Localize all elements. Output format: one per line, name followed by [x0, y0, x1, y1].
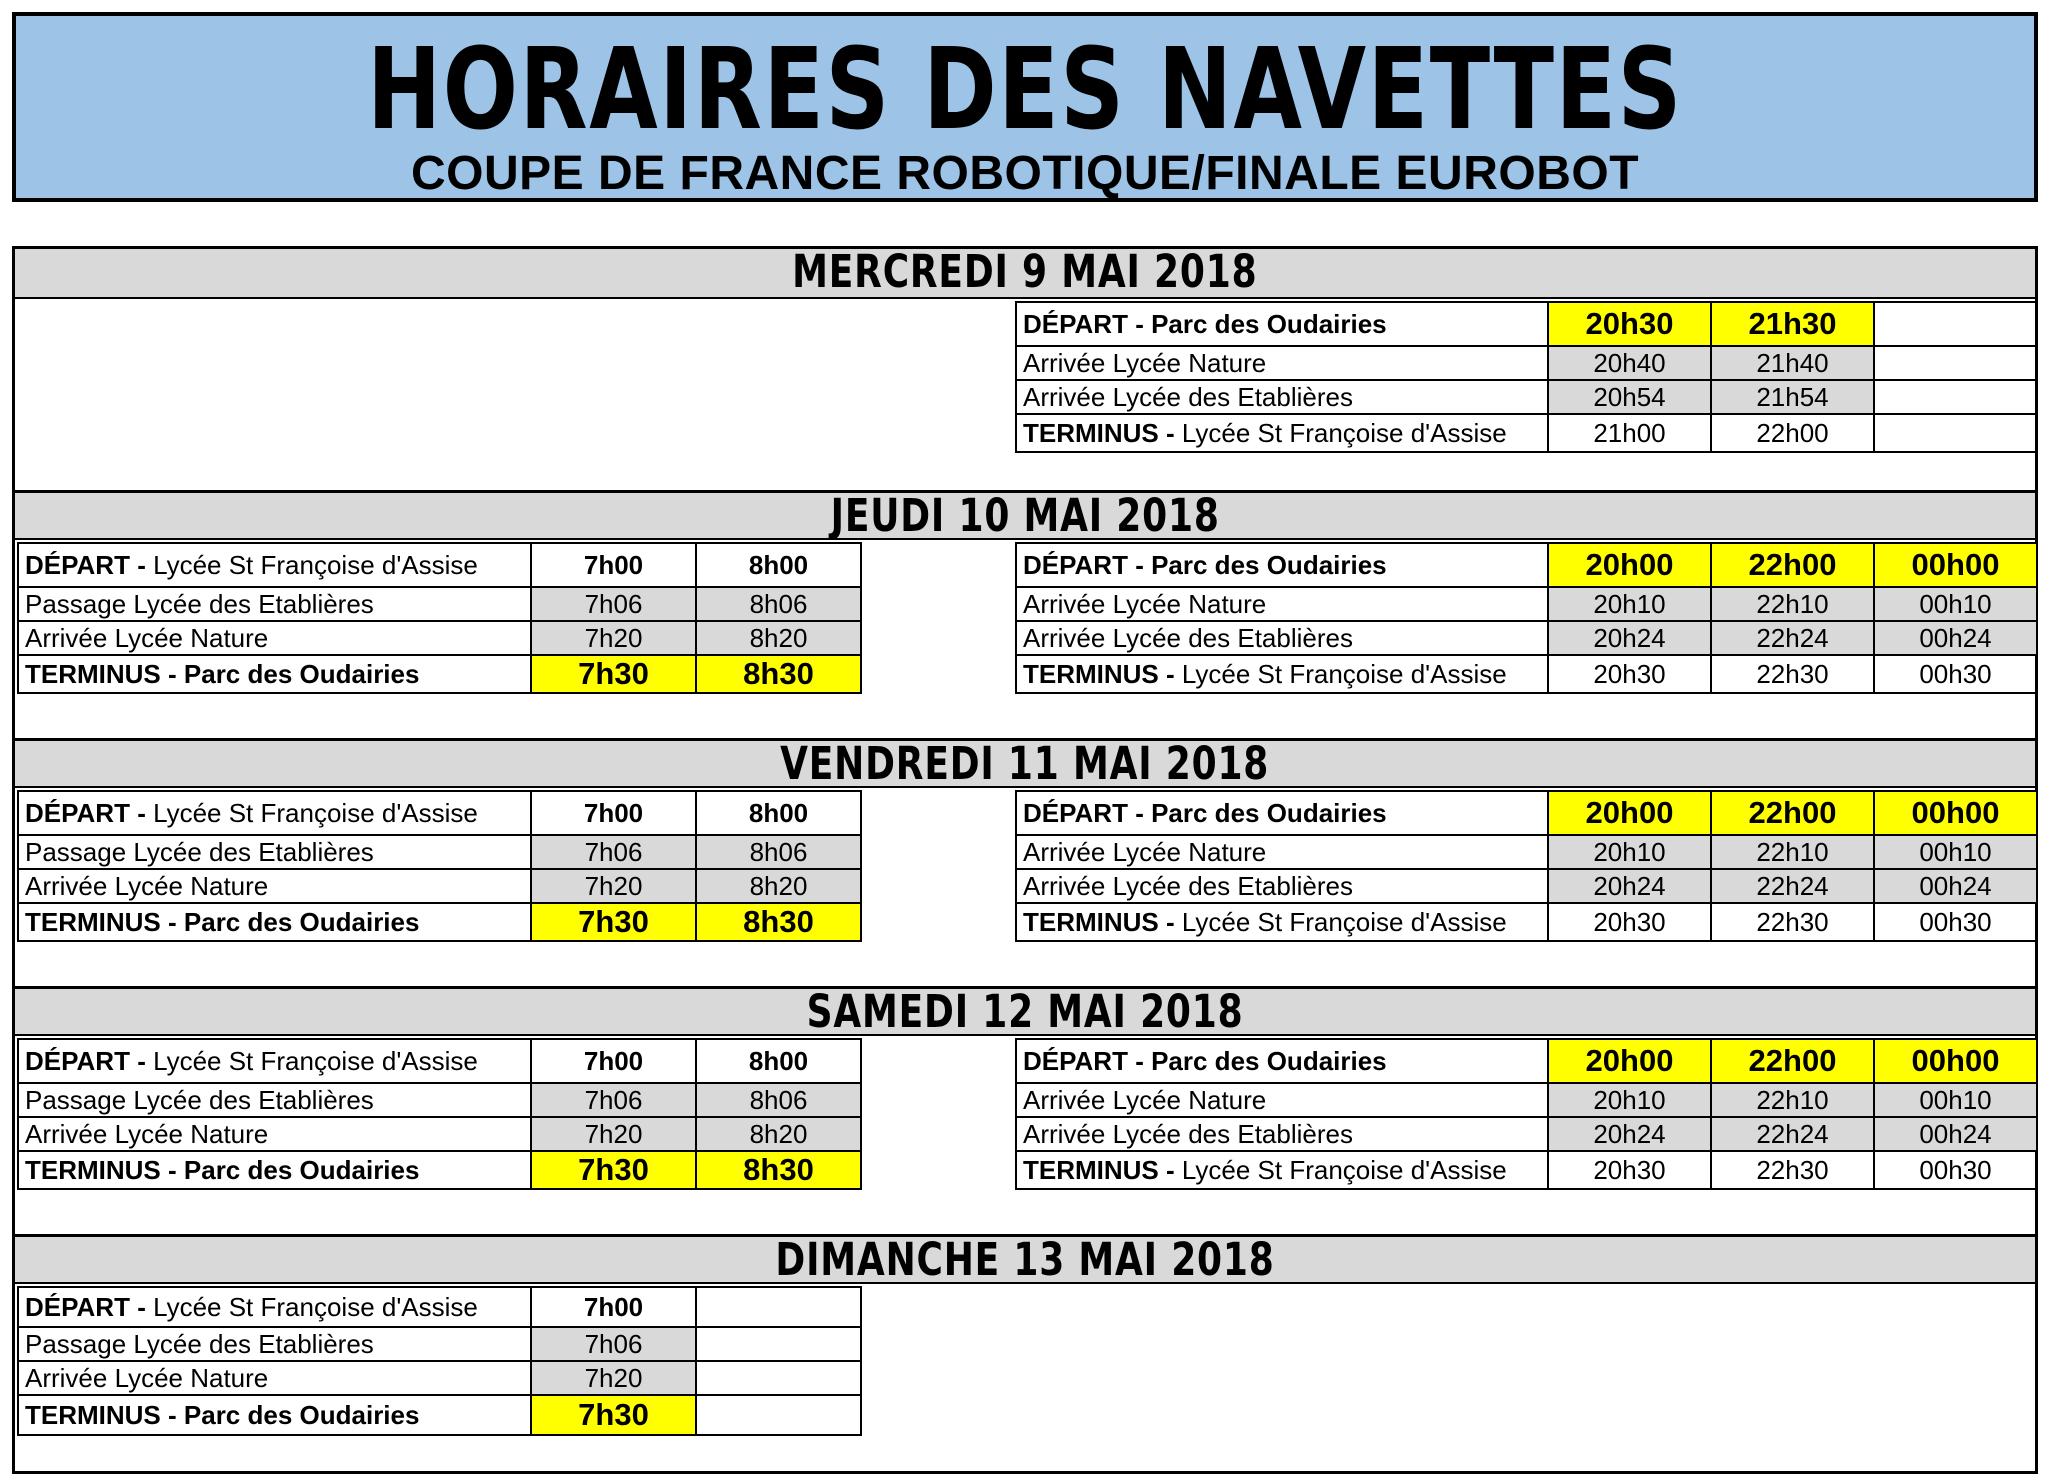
- evening-table-jeudi: [1015, 542, 2038, 694]
- time-cell: 00h30: [1874, 903, 2037, 941]
- morning-table-dimanche: [17, 1286, 862, 1436]
- row-label: Arrivée Lycée Nature: [1016, 346, 1548, 380]
- table-row: [18, 1327, 861, 1361]
- day-title: MERCREDI 9 MAI 2018: [792, 245, 1258, 298]
- morning-table-jeudi: [17, 542, 862, 694]
- page-title: HORAIRES DES NAVETTES: [367, 25, 1683, 155]
- time-cell: 21h40: [1711, 346, 1874, 380]
- row-label: Passage Lycée des Etablières: [18, 1083, 531, 1117]
- time-cell: 22h30: [1711, 1151, 1874, 1189]
- day-title: SAMEDI 12 MAI 2018: [806, 985, 1244, 1038]
- time-cell: 22h10: [1711, 1083, 1874, 1117]
- row-label: TERMINUS - Lycée St Françoise d'Assise: [1016, 1151, 1548, 1189]
- time-cell: 7h30: [531, 1395, 696, 1435]
- time-cell: 20h30: [1548, 903, 1711, 941]
- time-cell: 7h20: [531, 1361, 696, 1395]
- row-label: Arrivée Lycée Nature: [18, 1117, 531, 1151]
- time-cell: 7h00: [531, 543, 696, 587]
- time-cell: 22h00: [1711, 791, 1874, 835]
- row-label: TERMINUS - Lycée St Françoise d'Assise: [1016, 414, 1548, 452]
- row-label: TERMINUS - Lycée St Françoise d'Assise: [1016, 655, 1548, 693]
- table-row: [1016, 655, 2037, 693]
- table-row: [1016, 543, 2037, 587]
- time-cell: 22h30: [1711, 903, 1874, 941]
- day-header-jeudi: [15, 490, 2035, 540]
- table-row: [1016, 1117, 2037, 1151]
- time-cell: 00h30: [1874, 655, 2037, 693]
- time-cell: 22h24: [1711, 869, 1874, 903]
- time-cell: 20h10: [1548, 587, 1711, 621]
- time-cell: [696, 1287, 861, 1327]
- row-label: Arrivée Lycée des Etablières: [1016, 380, 1548, 414]
- row-label: Arrivée Lycée Nature: [18, 869, 531, 903]
- table-row: [1016, 414, 2037, 452]
- day-title: JEUDI 10 MAI 2018: [830, 489, 1220, 542]
- time-cell: 8h20: [696, 621, 861, 655]
- row-label: Passage Lycée des Etablières: [18, 587, 531, 621]
- time-cell: 7h06: [531, 835, 696, 869]
- table-row: [18, 903, 861, 941]
- time-cell: [696, 1395, 861, 1435]
- day-header-vendredi: [15, 738, 2035, 788]
- day-header-mercredi: [15, 245, 2035, 299]
- table-row: [18, 621, 861, 655]
- table-row: [18, 869, 861, 903]
- time-cell: 8h20: [696, 1117, 861, 1151]
- time-cell: 7h30: [531, 903, 696, 941]
- table-row: [18, 1151, 861, 1189]
- table-row: [18, 1395, 861, 1435]
- time-cell: 8h30: [696, 903, 861, 941]
- evening-table-vendredi: [1015, 790, 2038, 942]
- time-cell: 00h10: [1874, 1083, 2037, 1117]
- time-cell: 7h00: [531, 791, 696, 835]
- time-cell: 20h00: [1548, 543, 1711, 587]
- table-row: [18, 791, 861, 835]
- time-cell: 8h00: [696, 1039, 861, 1083]
- time-cell: 7h00: [531, 1287, 696, 1327]
- time-cell: 20h24: [1548, 869, 1711, 903]
- time-cell: 00h10: [1874, 587, 2037, 621]
- time-cell: 00h24: [1874, 869, 2037, 903]
- time-cell: [1874, 414, 2037, 452]
- row-label: Arrivée Lycée Nature: [1016, 1083, 1548, 1117]
- time-cell: 7h20: [531, 621, 696, 655]
- time-cell: 22h00: [1711, 414, 1874, 452]
- row-label: TERMINUS - Parc des Oudairies: [18, 1151, 531, 1189]
- table-row: [18, 1287, 861, 1327]
- table-row: [1016, 835, 2037, 869]
- page-subtitle: COUPE DE FRANCE ROBOTIQUE/FINALE EUROBOT: [410, 147, 1640, 200]
- time-cell: 8h00: [696, 543, 861, 587]
- time-cell: 22h10: [1711, 587, 1874, 621]
- table-row: [1016, 346, 2037, 380]
- time-cell: 21h30: [1711, 302, 1874, 346]
- time-cell: 8h30: [696, 655, 861, 693]
- time-cell: 7h06: [531, 587, 696, 621]
- time-cell: 7h00: [531, 1039, 696, 1083]
- time-cell: 7h30: [531, 1151, 696, 1189]
- table-row: [18, 543, 861, 587]
- day-header-samedi: [15, 986, 2035, 1036]
- table-row: [18, 587, 861, 621]
- time-cell: [1874, 380, 2037, 414]
- table-row: [1016, 302, 2037, 346]
- morning-table-samedi: [17, 1038, 862, 1190]
- time-cell: 7h20: [531, 869, 696, 903]
- time-cell: 20h24: [1548, 621, 1711, 655]
- row-label: Arrivée Lycée Nature: [18, 621, 531, 655]
- row-label: DÉPART - Lycée St Françoise d'Assise: [18, 1039, 531, 1083]
- time-cell: 8h06: [696, 587, 861, 621]
- time-cell: 20h00: [1548, 1039, 1711, 1083]
- time-cell: 8h06: [696, 1083, 861, 1117]
- time-cell: 20h00: [1548, 791, 1711, 835]
- row-label: Arrivée Lycée Nature: [1016, 835, 1548, 869]
- table-row: [18, 835, 861, 869]
- table-row: [18, 655, 861, 693]
- time-cell: 20h30: [1548, 302, 1711, 346]
- row-label: DÉPART - Lycée St Françoise d'Assise: [18, 1287, 531, 1327]
- table-row: [1016, 869, 2037, 903]
- row-label: Passage Lycée des Etablières: [18, 1327, 531, 1361]
- time-cell: [696, 1361, 861, 1395]
- time-cell: 00h00: [1874, 543, 2037, 587]
- time-cell: 20h24: [1548, 1117, 1711, 1151]
- table-row: [1016, 587, 2037, 621]
- table-row: [1016, 1039, 2037, 1083]
- time-cell: 00h00: [1874, 1039, 2037, 1083]
- table-row: [1016, 1083, 2037, 1117]
- row-label: DÉPART - Parc des Oudairies: [1016, 302, 1548, 346]
- row-label: DÉPART - Parc des Oudairies: [1016, 543, 1548, 587]
- row-label: TERMINUS - Parc des Oudairies: [18, 655, 531, 693]
- time-cell: 22h00: [1711, 543, 1874, 587]
- evening-table-mercredi: [1015, 301, 2038, 453]
- time-cell: 20h10: [1548, 1083, 1711, 1117]
- schedule-body: [12, 246, 2038, 1474]
- row-label: Arrivée Lycée des Etablières: [1016, 869, 1548, 903]
- table-row: [1016, 621, 2037, 655]
- day-header-dimanche: [15, 1234, 2035, 1284]
- row-label: TERMINUS - Parc des Oudairies: [18, 903, 531, 941]
- row-label: Arrivée Lycée des Etablières: [1016, 621, 1548, 655]
- time-cell: 8h20: [696, 869, 861, 903]
- time-cell: 22h30: [1711, 655, 1874, 693]
- time-cell: 7h30: [531, 655, 696, 693]
- row-label: Arrivée Lycée des Etablières: [1016, 1117, 1548, 1151]
- schedule-header: [12, 12, 2038, 202]
- time-cell: 7h06: [531, 1083, 696, 1117]
- day-title: VENDREDI 11 MAI 2018: [780, 737, 1270, 790]
- time-cell: 00h24: [1874, 621, 2037, 655]
- time-cell: 7h06: [531, 1327, 696, 1361]
- time-cell: 8h00: [696, 791, 861, 835]
- time-cell: 20h30: [1548, 655, 1711, 693]
- row-label: Arrivée Lycée Nature: [1016, 587, 1548, 621]
- time-cell: 00h24: [1874, 1117, 2037, 1151]
- time-cell: 00h10: [1874, 835, 2037, 869]
- table-row: [1016, 903, 2037, 941]
- time-cell: 8h30: [696, 1151, 861, 1189]
- time-cell: [696, 1327, 861, 1361]
- time-cell: 20h54: [1548, 380, 1711, 414]
- table-row: [1016, 380, 2037, 414]
- row-label: DÉPART - Lycée St Françoise d'Assise: [18, 543, 531, 587]
- morning-table-vendredi: [17, 790, 862, 942]
- time-cell: 00h30: [1874, 1151, 2037, 1189]
- row-label: Passage Lycée des Etablières: [18, 835, 531, 869]
- time-cell: 22h00: [1711, 1039, 1874, 1083]
- day-title: DIMANCHE 13 MAI 2018: [775, 1233, 1275, 1286]
- time-cell: 7h20: [531, 1117, 696, 1151]
- table-row: [18, 1083, 861, 1117]
- time-cell: 8h06: [696, 835, 861, 869]
- table-row: [18, 1039, 861, 1083]
- time-cell: [1874, 302, 2037, 346]
- time-cell: 21h00: [1548, 414, 1711, 452]
- table-row: [18, 1361, 861, 1395]
- table-row: [1016, 791, 2037, 835]
- time-cell: 22h10: [1711, 835, 1874, 869]
- row-label: DÉPART - Parc des Oudairies: [1016, 791, 1548, 835]
- time-cell: 21h54: [1711, 380, 1874, 414]
- evening-table-samedi: [1015, 1038, 2038, 1190]
- time-cell: [1874, 346, 2037, 380]
- time-cell: 22h24: [1711, 1117, 1874, 1151]
- time-cell: 20h10: [1548, 835, 1711, 869]
- row-label: TERMINUS - Lycée St Françoise d'Assise: [1016, 903, 1548, 941]
- table-row: [1016, 1151, 2037, 1189]
- row-label: Arrivée Lycée Nature: [18, 1361, 531, 1395]
- time-cell: 20h30: [1548, 1151, 1711, 1189]
- row-label: DÉPART - Parc des Oudairies: [1016, 1039, 1548, 1083]
- time-cell: 22h24: [1711, 621, 1874, 655]
- time-cell: 00h00: [1874, 791, 2037, 835]
- row-label: TERMINUS - Parc des Oudairies: [18, 1395, 531, 1435]
- row-label: DÉPART - Lycée St Françoise d'Assise: [18, 791, 531, 835]
- time-cell: 20h40: [1548, 346, 1711, 380]
- table-row: [18, 1117, 861, 1151]
